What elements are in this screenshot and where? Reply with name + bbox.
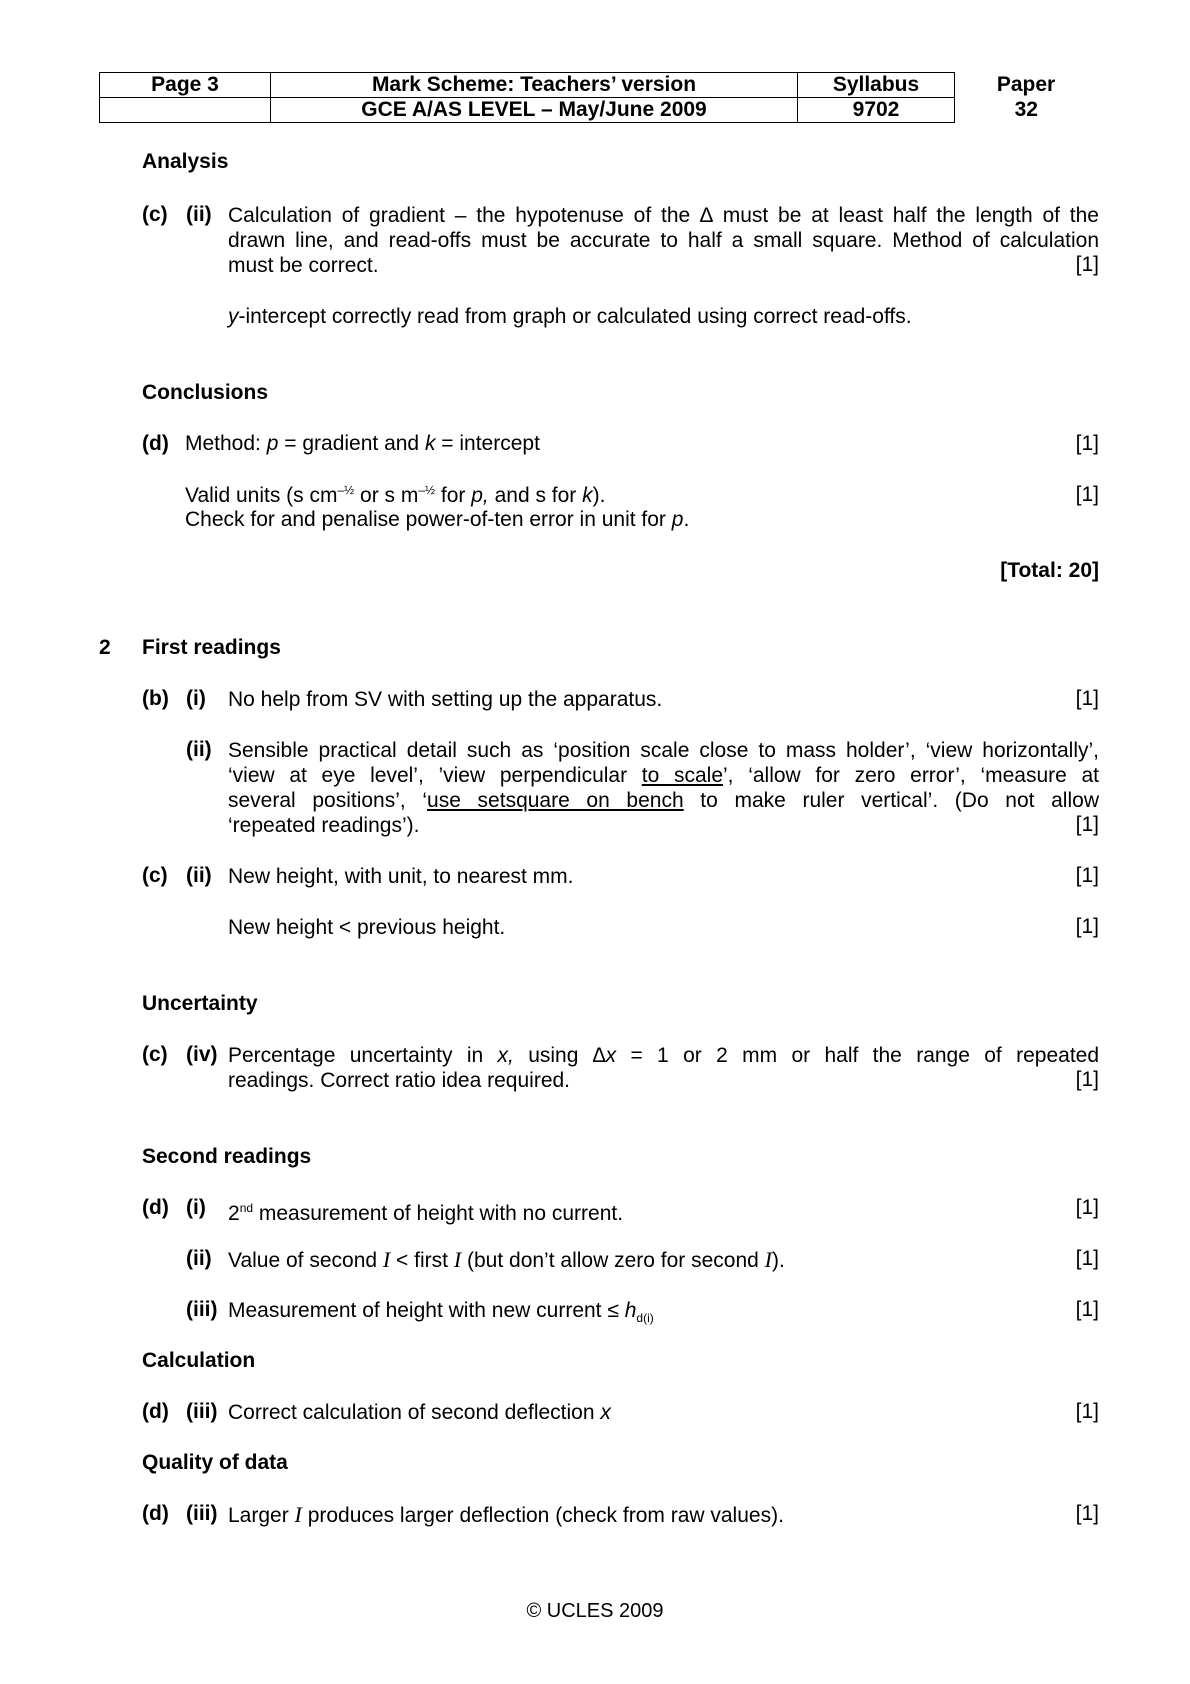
quality-part-d: (d) — [142, 1502, 169, 1525]
header-page: Page 3 — [100, 73, 271, 98]
calculation-part-iii: (iii) — [186, 1400, 218, 1423]
conclusions-mark-1: [1] — [1075, 432, 1099, 455]
analysis-part-c: (c) — [142, 203, 168, 226]
conclusions-heading: Conclusions — [142, 381, 269, 404]
second-iii-text: Measurement of height with new current ≤ $h_{d(i)}$ — [228, 1299, 654, 1326]
conclusions-check: Check for and penalise power-of-ten error in unit for p. — [185, 508, 690, 531]
conclusions-units: Valid units (s $cm^{-\frac{1}{2}}$ or s $m^{-\frac{1}{2}}$ for p, and s for k). — [185, 483, 606, 507]
header-paper-label: Paper — [996, 73, 1056, 96]
calculation-heading: Calculation — [142, 1349, 256, 1372]
second-part-d: (d) — [142, 1196, 169, 1219]
q2-bii-line-4: ‘repeated readings’). — [228, 814, 420, 837]
second-ii-mark: [1] — [1075, 1247, 1099, 1270]
quality-heading: Quality of data — [142, 1451, 288, 1474]
q2-bi-text: No help from SV with setting up the apparatus. — [228, 688, 663, 711]
q2-cii-text-1: New height, with unit, to nearest mm. — [228, 865, 574, 888]
calculation-mark: [1] — [1075, 1400, 1099, 1423]
uncertainty-part-c: (c) — [142, 1043, 168, 1066]
q2-cii-mark-1: [1] — [1075, 864, 1099, 887]
q2-part-c-ii: (ii) — [186, 864, 212, 887]
q2-bii-line-1: Sensible practical detail such as ‘position scale close to mass holder’, ‘view horizontally’, — [228, 739, 1099, 762]
analysis-mark: [1] — [1075, 253, 1099, 276]
header-subtitle: GCE A/AS LEVEL – May/June 2009 — [271, 98, 798, 123]
q2-part-b: (b) — [142, 687, 169, 710]
quality-part-iii: (iii) — [186, 1502, 218, 1525]
analysis-line-3: must be correct. — [228, 254, 379, 277]
header-paper-value: 32 — [1014, 98, 1038, 121]
header-table — [99, 72, 1098, 123]
analysis-yintercept: y-intercept correctly read from graph or calculated using correct read-offs. — [228, 305, 912, 328]
q2-bii-mark: [1] — [1075, 813, 1099, 836]
quality-text: Larger I produces larger deflection (check from raw values). — [228, 1502, 784, 1527]
header-syllabus-value: 9702 — [798, 98, 955, 123]
analysis-heading: Analysis — [142, 150, 229, 173]
analysis-line-1: Calculation of gradient – the hypotenuse of the ∆ must be at least half the length of the — [228, 204, 1099, 227]
calculation-part-d: (d) — [142, 1400, 169, 1423]
calculation-text: Correct calculation of second deflection x — [228, 1401, 611, 1424]
q2-bii-line-2: ‘view at eye level’, ’view perpendicular to scale’, ‘allow for zero error’, ‘measure at — [228, 764, 1100, 787]
second-i-text: 2nd measurement of height with no current. — [228, 1201, 624, 1225]
analysis-part-ii: (ii) — [186, 203, 212, 226]
conclusions-method: Method: p = gradient and k = intercept — [185, 432, 540, 455]
second-part-i: (i) — [186, 1196, 206, 1219]
header-syllabus-label: Syllabus — [798, 73, 955, 98]
second-iii-mark: [1] — [1075, 1298, 1099, 1321]
second-i-mark: [1] — [1075, 1196, 1099, 1219]
quality-mark: [1] — [1075, 1502, 1099, 1525]
second-ii-text: Value of second I < first I (but don’t allow zero for second I). — [228, 1247, 785, 1272]
footer-copyright: © UCLES 2009 — [526, 1600, 664, 1622]
conclusions-mark-2: [1] — [1075, 483, 1099, 506]
analysis-line-2: drawn line, and read-offs must be accurate to half a small square. Method of calculation — [228, 229, 1099, 252]
header-empty-cell — [100, 98, 271, 123]
question-2-number: 2 — [99, 636, 111, 659]
header-title: Mark Scheme: Teachers’ version — [271, 73, 798, 98]
uncertainty-part-iv: (iv) — [186, 1043, 218, 1066]
q2-bii-line-3: several positions’, ‘use setsquare on bench to make ruler vertical’. (Do not allow — [228, 789, 1099, 812]
second-part-ii: (ii) — [186, 1247, 212, 1270]
second-part-iii: (iii) — [186, 1298, 218, 1321]
second-readings-heading: Second readings — [142, 1145, 312, 1168]
q2-cii-mark-2: [1] — [1075, 915, 1099, 938]
q2-part-c: (c) — [142, 864, 168, 887]
q2-part-b-i: (i) — [186, 687, 206, 710]
uncertainty-line-1: Percentage uncertainty in x, using ∆x = 1 or 2 mm or half the range of repeated — [228, 1044, 1100, 1067]
uncertainty-mark: [1] — [1075, 1068, 1099, 1091]
uncertainty-line-2: readings. Correct ratio idea required. — [228, 1069, 571, 1092]
first-readings-heading: First readings — [142, 636, 281, 659]
q2-part-b-ii: (ii) — [186, 738, 212, 761]
conclusions-part-d: (d) — [142, 432, 169, 455]
uncertainty-heading: Uncertainty — [142, 992, 258, 1015]
q2-bi-mark: [1] — [1075, 687, 1099, 710]
q2-cii-text-2: New height < previous height. — [228, 916, 506, 939]
total-marks: [Total: 20] — [1000, 559, 1099, 582]
